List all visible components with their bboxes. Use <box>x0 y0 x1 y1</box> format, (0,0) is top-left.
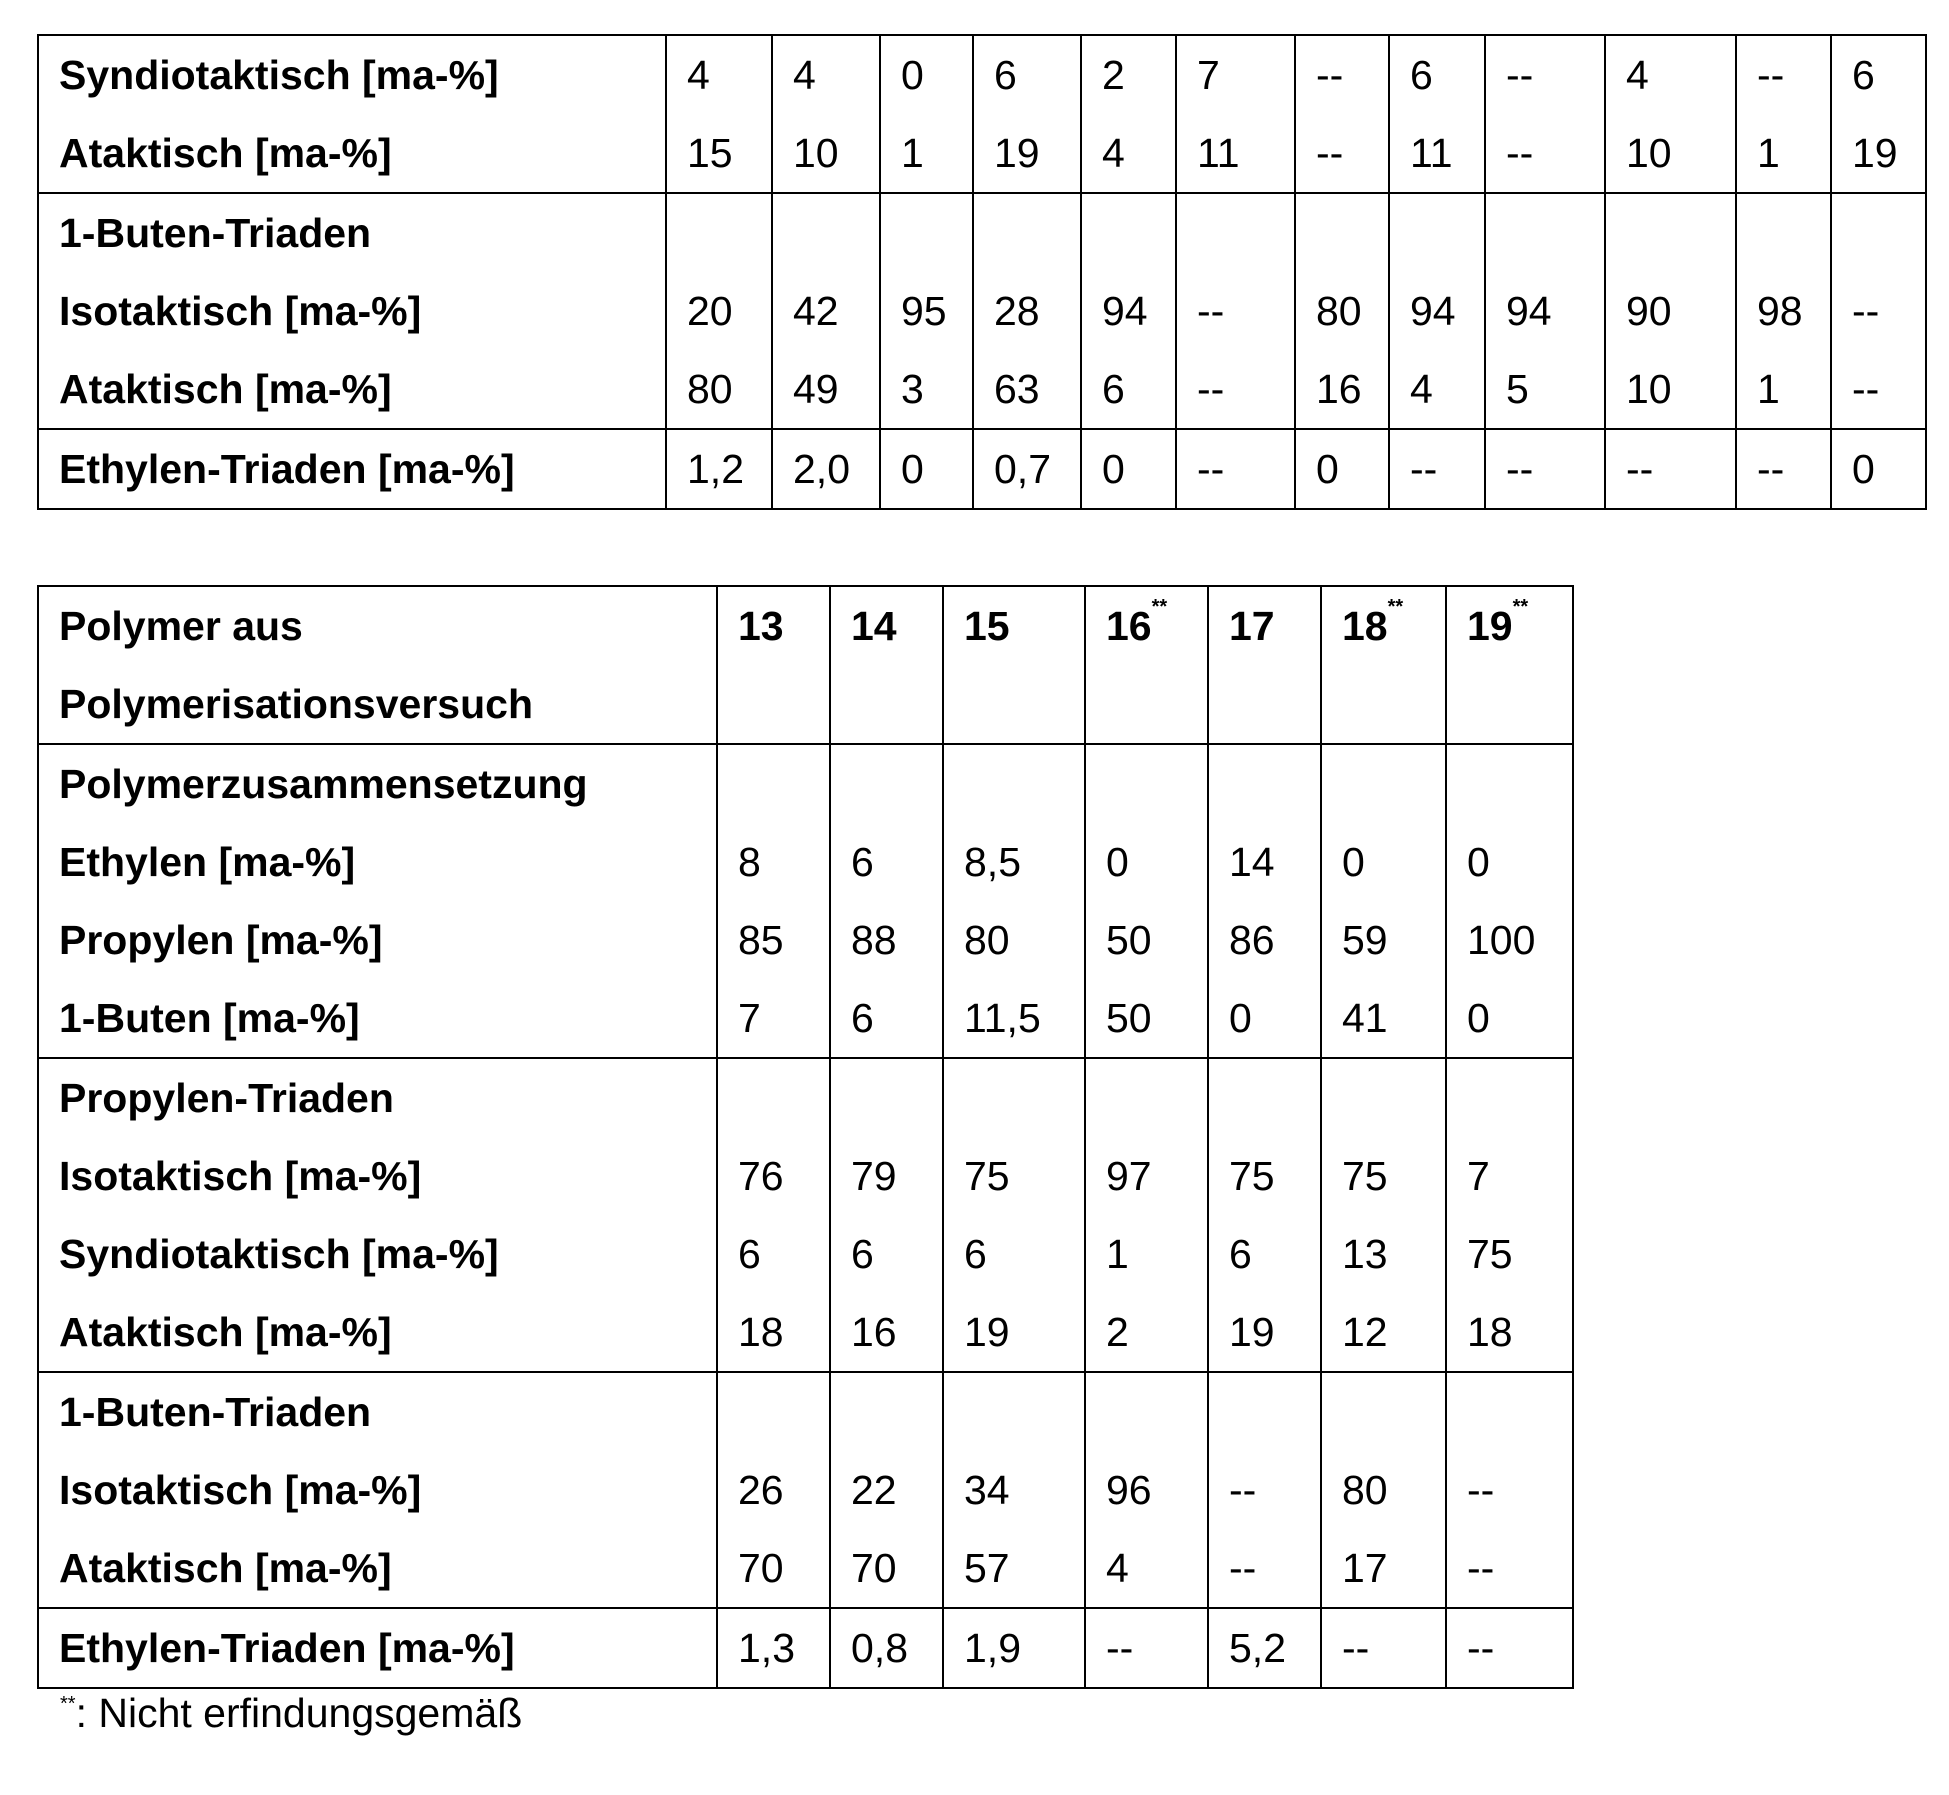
row-label: Syndiotaktisch [ma-%] <box>59 1215 716 1293</box>
value-cell <box>772 193 880 429</box>
cell-value: 0 <box>1229 995 1252 1041</box>
cell-value: 50 <box>1106 917 1152 963</box>
value-cell <box>1208 1372 1321 1608</box>
cell-value: -- <box>1197 446 1224 492</box>
value-cell <box>1176 429 1295 509</box>
value-cell <box>666 35 772 193</box>
cell-value: 19 <box>994 130 1040 176</box>
footnote <box>60 1690 522 1737</box>
column-header <box>1085 586 1208 744</box>
cell-value: 1 <box>1757 130 1780 176</box>
cell-value: 17 <box>1229 603 1275 649</box>
value-cell <box>973 35 1081 193</box>
cell-value: -- <box>1506 446 1533 492</box>
cell-value: 6 <box>1102 366 1125 412</box>
cell-value: 11,5 <box>964 995 1041 1041</box>
row-label: Syndiotaktisch [ma-%] <box>59 36 665 114</box>
value-cell <box>1081 429 1176 509</box>
cell-value: 4 <box>687 52 710 98</box>
value-cell <box>1321 744 1446 1058</box>
cell-value: 4 <box>1102 130 1125 176</box>
cell-value: -- <box>1467 1467 1494 1513</box>
cell-value: 10 <box>793 130 839 176</box>
row-label: Ataktisch [ma-%] <box>59 1529 716 1607</box>
value-cell <box>830 1372 943 1608</box>
cell-value: 8 <box>738 839 761 885</box>
cell-value: 88 <box>851 917 897 963</box>
cell-value: 1,3 <box>738 1625 795 1671</box>
column-header <box>1446 586 1573 744</box>
cell-value: 6 <box>851 995 874 1041</box>
cell-value: 63 <box>994 366 1040 412</box>
cell-value: 80 <box>1316 288 1362 334</box>
column-header <box>943 586 1085 744</box>
cell-value: 1,9 <box>964 1625 1021 1671</box>
table-section <box>38 1608 1573 1688</box>
cell-value: 13 <box>738 603 784 649</box>
value-cell <box>1081 193 1176 429</box>
value-cell <box>1605 429 1736 509</box>
cell-value: 6 <box>1852 52 1875 98</box>
cell-value: 80 <box>1342 1467 1388 1513</box>
cell-value: 19 <box>1229 1309 1275 1355</box>
value-cell <box>1389 429 1485 509</box>
value-cell <box>1446 744 1573 1058</box>
cell-value: 7 <box>1197 52 1220 98</box>
row-label: Ataktisch [ma-%] <box>59 114 665 192</box>
row-label: Ethylen [ma-%] <box>59 823 716 901</box>
value-cell <box>1389 193 1485 429</box>
cell-value: -- <box>1626 446 1653 492</box>
row-label: Ataktisch [ma-%] <box>59 350 665 428</box>
row-label: Isotaktisch [ma-%] <box>59 1451 716 1529</box>
cell-value: -- <box>1852 288 1879 334</box>
row-label: Isotaktisch [ma-%] <box>59 1137 716 1215</box>
row-label: Polymerzusammensetzung <box>59 745 716 823</box>
value-cell <box>1446 1058 1573 1372</box>
footnote-mark: ** <box>1152 596 1168 618</box>
table-2 <box>37 585 1574 1689</box>
footnote-mark: ** <box>1513 596 1529 618</box>
value-cell <box>943 1372 1085 1608</box>
row-label: Ethylen-Triaden [ma-%] <box>59 430 665 508</box>
value-cell <box>1208 1608 1321 1688</box>
row-label: Propylen [ma-%] <box>59 901 716 979</box>
cell-value: 2,0 <box>793 446 850 492</box>
cell-value: 4 <box>1106 1545 1129 1591</box>
value-cell <box>1736 35 1831 193</box>
value-cell <box>1485 193 1605 429</box>
cell-value: 16 <box>851 1309 897 1355</box>
value-cell <box>1605 35 1736 193</box>
cell-value: 0 <box>1106 839 1129 885</box>
cell-value: 4 <box>1410 366 1433 412</box>
cell-value: 41 <box>1342 995 1388 1041</box>
cell-value: 95 <box>901 288 947 334</box>
cell-value: 10 <box>1626 130 1672 176</box>
cell-value: -- <box>1757 446 1784 492</box>
cell-value: 94 <box>1410 288 1456 334</box>
value-cell <box>666 193 772 429</box>
cell-value: -- <box>1506 52 1533 98</box>
value-cell <box>1085 1058 1208 1372</box>
value-cell <box>772 35 880 193</box>
cell-value: 17 <box>1342 1545 1388 1591</box>
column-header <box>1321 586 1446 744</box>
cell-value: 15 <box>964 603 1010 649</box>
value-cell <box>880 35 973 193</box>
column-header <box>830 586 943 744</box>
value-cell <box>1736 193 1831 429</box>
value-cell <box>1085 1372 1208 1608</box>
value-cell <box>1831 35 1926 193</box>
value-cell <box>1176 193 1295 429</box>
column-header <box>717 586 830 744</box>
cell-value: 6 <box>964 1231 987 1277</box>
cell-value: 1,2 <box>687 446 744 492</box>
row-label-cell <box>38 1608 717 1688</box>
table-1 <box>37 34 1927 510</box>
row-label: Polymer aus <box>59 587 716 665</box>
row-label-cell <box>38 1372 717 1608</box>
cell-value: 20 <box>687 288 733 334</box>
cell-value: 1 <box>1106 1231 1129 1277</box>
cell-value: 15 <box>687 130 733 176</box>
value-cell <box>830 1608 943 1688</box>
value-cell <box>973 193 1081 429</box>
value-cell <box>1485 35 1605 193</box>
value-cell <box>1446 1372 1573 1608</box>
cell-value: 7 <box>1467 1153 1490 1199</box>
cell-value: -- <box>1467 1545 1494 1591</box>
cell-value: 75 <box>1467 1231 1513 1277</box>
cell-value: 7 <box>738 995 761 1041</box>
cell-value: 0,7 <box>994 446 1051 492</box>
table-section <box>38 744 1573 1058</box>
cell-value: -- <box>1316 130 1343 176</box>
value-cell <box>1295 429 1389 509</box>
cell-value: 76 <box>738 1153 784 1199</box>
value-cell <box>1295 193 1389 429</box>
cell-value: 19 <box>964 1309 1010 1355</box>
cell-value: 79 <box>851 1153 897 1199</box>
cell-value: 6 <box>994 52 1017 98</box>
table-section <box>38 429 1926 509</box>
cell-value: 70 <box>851 1545 897 1591</box>
cell-value: 97 <box>1106 1153 1152 1199</box>
value-cell <box>880 193 973 429</box>
cell-value: 3 <box>901 366 924 412</box>
cell-value: 80 <box>687 366 733 412</box>
cell-value: 85 <box>738 917 784 963</box>
cell-value: 5 <box>1506 366 1529 412</box>
cell-value: 18 <box>1342 603 1388 649</box>
value-cell <box>1295 35 1389 193</box>
cell-value: 4 <box>793 52 816 98</box>
cell-value: 11 <box>1410 130 1453 176</box>
cell-value: 75 <box>1342 1153 1388 1199</box>
cell-value: 10 <box>1626 366 1672 412</box>
value-cell <box>880 429 973 509</box>
cell-value: 0 <box>901 446 924 492</box>
cell-value: 16 <box>1316 366 1362 412</box>
cell-value: -- <box>1410 446 1437 492</box>
cell-value: 1 <box>1757 366 1780 412</box>
cell-value: 75 <box>1229 1153 1275 1199</box>
cell-value: 90 <box>1626 288 1672 334</box>
cell-value: 34 <box>964 1467 1010 1513</box>
cell-value: 59 <box>1342 917 1388 963</box>
cell-value: 8,5 <box>964 839 1021 885</box>
value-cell <box>717 1058 830 1372</box>
footnote-mark: ** <box>1388 596 1404 618</box>
cell-value: 14 <box>1229 839 1275 885</box>
row-label-cell <box>38 1058 717 1372</box>
row-label: 1-Buten-Triaden <box>59 1373 716 1451</box>
table-section <box>38 1372 1573 1608</box>
cell-value: 2 <box>1102 52 1125 98</box>
cell-value: 42 <box>793 288 839 334</box>
cell-value: 0 <box>1467 995 1490 1041</box>
cell-value: 70 <box>738 1545 784 1591</box>
value-cell <box>1736 429 1831 509</box>
value-cell <box>1081 35 1176 193</box>
cell-value: -- <box>1506 130 1533 176</box>
cell-value: 49 <box>793 366 839 412</box>
cell-value: 86 <box>1229 917 1275 963</box>
cell-value: 18 <box>1467 1309 1513 1355</box>
cell-value: 16 <box>1106 603 1152 649</box>
cell-value: -- <box>1467 1625 1494 1671</box>
cell-value: 0 <box>1342 839 1365 885</box>
value-cell <box>1321 1058 1446 1372</box>
cell-value: 19 <box>1467 603 1513 649</box>
value-cell <box>943 1608 1085 1688</box>
cell-value: 98 <box>1757 288 1803 334</box>
row-label-cell <box>38 35 666 193</box>
cell-value: 1 <box>901 130 924 176</box>
cell-value: -- <box>1852 366 1879 412</box>
cell-value: -- <box>1229 1467 1256 1513</box>
cell-value: 12 <box>1342 1309 1388 1355</box>
cell-value: -- <box>1316 52 1343 98</box>
value-cell <box>772 429 880 509</box>
cell-value: -- <box>1229 1545 1256 1591</box>
cell-value: 11 <box>1197 130 1240 176</box>
value-cell <box>1831 193 1926 429</box>
value-cell <box>943 1058 1085 1372</box>
value-cell <box>1389 35 1485 193</box>
value-cell <box>943 744 1085 1058</box>
cell-value: 14 <box>851 603 897 649</box>
footnote-text: : Nicht erfindungsgemäß <box>76 1690 523 1736</box>
value-cell <box>1605 193 1736 429</box>
cell-value: 100 <box>1467 917 1535 963</box>
cell-value: 6 <box>851 1231 874 1277</box>
cell-value: 80 <box>964 917 1010 963</box>
cell-value: 0 <box>1316 446 1339 492</box>
value-cell <box>1831 429 1926 509</box>
cell-value: -- <box>1106 1625 1133 1671</box>
cell-value: 19 <box>1852 130 1898 176</box>
cell-value: 18 <box>738 1309 784 1355</box>
cell-value: 0 <box>1852 446 1875 492</box>
cell-value: 6 <box>1410 52 1433 98</box>
value-cell <box>830 744 943 1058</box>
value-cell <box>1208 744 1321 1058</box>
cell-value: 6 <box>1229 1231 1252 1277</box>
cell-value: 94 <box>1506 288 1552 334</box>
cell-value: 75 <box>964 1153 1010 1199</box>
value-cell <box>1321 1608 1446 1688</box>
value-cell <box>666 429 772 509</box>
row-label-cell <box>38 586 717 744</box>
value-cell <box>1176 35 1295 193</box>
cell-value: 50 <box>1106 995 1152 1041</box>
cell-value: 0 <box>1467 839 1490 885</box>
table-section <box>38 35 1926 193</box>
table-section <box>38 193 1926 429</box>
cell-value: -- <box>1197 288 1224 334</box>
column-header <box>1208 586 1321 744</box>
value-cell <box>1321 1372 1446 1608</box>
cell-value: 5,2 <box>1229 1625 1286 1671</box>
footnote-mark: ** <box>60 1693 76 1715</box>
row-label: Isotaktisch [ma-%] <box>59 272 665 350</box>
cell-value: -- <box>1757 52 1784 98</box>
cell-value: 6 <box>851 839 874 885</box>
table-section <box>38 1058 1573 1372</box>
cell-value: 6 <box>738 1231 761 1277</box>
cell-value: 13 <box>1342 1231 1388 1277</box>
cell-value: 0,8 <box>851 1625 908 1671</box>
value-cell <box>717 1372 830 1608</box>
value-cell <box>973 429 1081 509</box>
cell-value: 57 <box>964 1545 1010 1591</box>
value-cell <box>717 744 830 1058</box>
cell-value: 0 <box>1102 446 1125 492</box>
row-label: Polymerisationsversuch <box>59 665 716 743</box>
value-cell <box>830 1058 943 1372</box>
cell-value: -- <box>1197 366 1224 412</box>
cell-value: 96 <box>1106 1467 1152 1513</box>
cell-value: 22 <box>851 1467 897 1513</box>
value-cell <box>1446 1608 1573 1688</box>
row-label: 1-Buten-Triaden <box>59 194 665 272</box>
row-label: 1-Buten [ma-%] <box>59 979 716 1057</box>
row-label: Propylen-Triaden <box>59 1059 716 1137</box>
row-label: Ethylen-Triaden [ma-%] <box>59 1609 716 1687</box>
value-cell <box>1085 744 1208 1058</box>
cell-value: 28 <box>994 288 1040 334</box>
value-cell <box>1485 429 1605 509</box>
value-cell <box>717 1608 830 1688</box>
value-cell <box>1208 1058 1321 1372</box>
cell-value: 94 <box>1102 288 1148 334</box>
cell-value: 0 <box>901 52 924 98</box>
header-row <box>38 586 1573 744</box>
row-label-cell <box>38 193 666 429</box>
value-cell <box>1085 1608 1208 1688</box>
cell-value: 2 <box>1106 1309 1129 1355</box>
row-label: Ataktisch [ma-%] <box>59 1293 716 1371</box>
cell-value: 26 <box>738 1467 784 1513</box>
cell-value: -- <box>1342 1625 1369 1671</box>
cell-value: 4 <box>1626 52 1649 98</box>
row-label-cell <box>38 429 666 509</box>
row-label-cell <box>38 744 717 1058</box>
